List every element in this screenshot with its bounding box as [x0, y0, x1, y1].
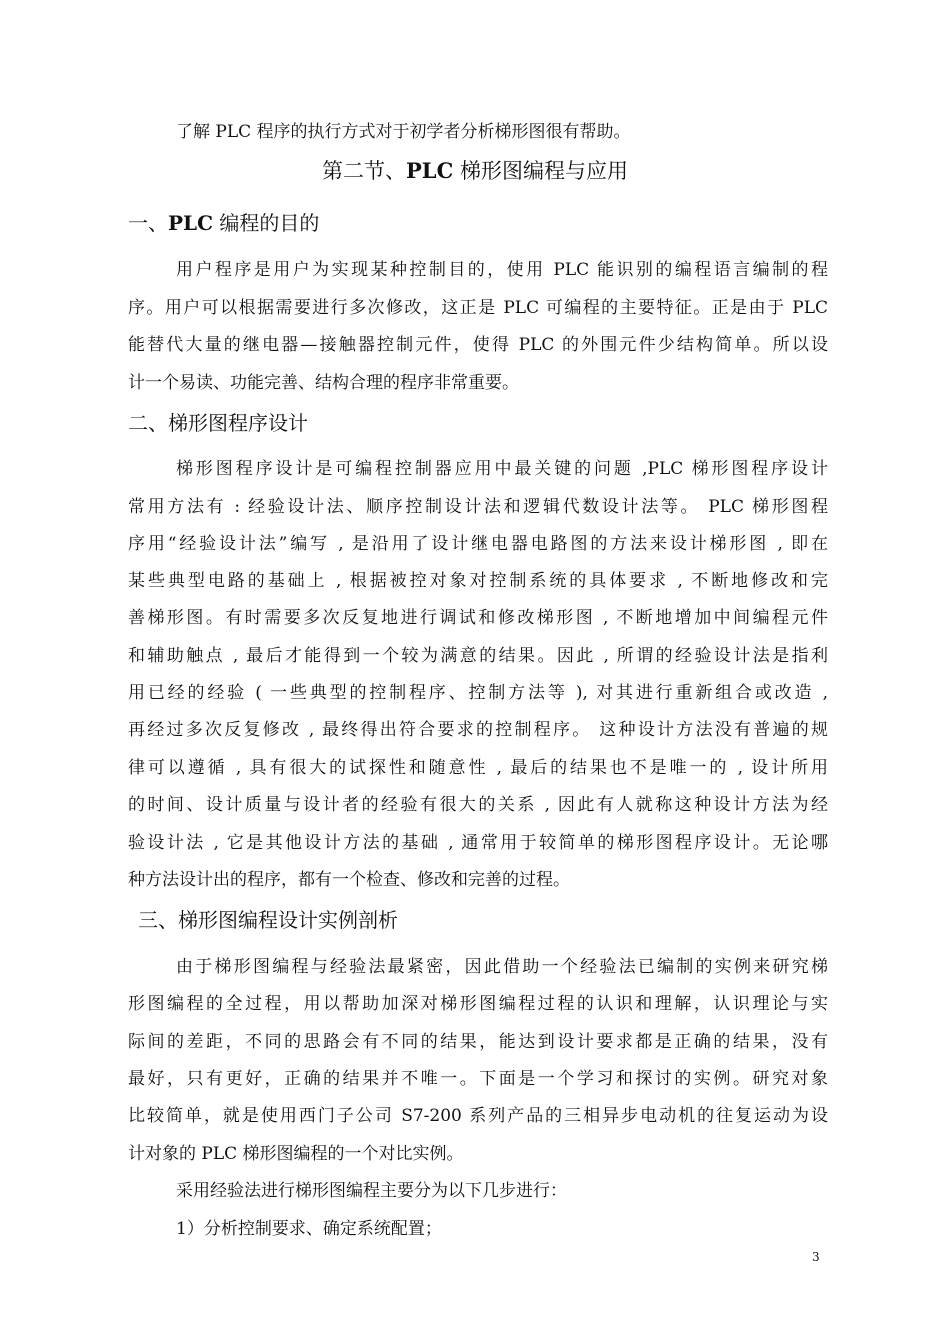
para2-line-2: 常用方法有 : 经验设计法、顺序控制设计法和逻辑代数设计法等。 PLC 梯形图程 [128, 497, 828, 517]
page-number: 3 [812, 1250, 820, 1264]
para3-line-5: 比较简单，就是使用西门子公司 S7-200 系列产品的三相异步电动机的往复运动为设 [128, 1106, 828, 1126]
intro-line: 了解 PLC 程序的执行方式对于初学者分析梯形图很有帮助。 [176, 122, 631, 142]
para2-line-5: 善梯形图。有时需要多次反复地进行调试和修改梯形图 , 不断地增加中间编程元件 [128, 608, 828, 628]
para3-line-2: 形图编程的全过程，用以帮助加深对梯形图编程过程的认识和理解，认识理论与实 [128, 994, 828, 1014]
para2-line-11: 验设计法 , 它是其他设计方法的基础 , 通常用于较简单的梯形图程序设计。无论哪 [128, 833, 828, 853]
para2-line-8: 再经过多次反复修改 , 最终得出符合要求的控制程序。 这种设计方法没有普遍的规 [128, 720, 828, 740]
para2-line-6: 和辅助触点 , 最后才能得到一个较为满意的结果。因此 , 所谓的经验设计法是指利 [128, 646, 828, 666]
heading-case-analysis: 三、梯形图编程设计实例剖析 [138, 908, 398, 932]
para1-line-2: 序。用户可以根据需要进行多次修改，这正是 PLC 可编程的主要特征。正是由于 PLC [128, 298, 828, 318]
step1-line: 1）分析控制要求、确定系统配置； [176, 1219, 442, 1239]
heading-ladder-design: 二、梯形图程序设计 [128, 411, 308, 435]
para3-line-3: 际间的差距，不同的思路会有不同的结果，能达到设计要求都是正确的结果，没有 [128, 1032, 828, 1052]
para2-line-4: 某些典型电路的基础上 , 根据被控对象对控制系统的具体要求 , 不断地修改和完 [128, 571, 828, 591]
para2-line-1: 梯形图程序设计是可编程控制器应用中最关键的问题 ,PLC 梯形图程序设计 [176, 459, 828, 479]
para2-line-10: 的时间、设计质量与设计者的经验有很大的关系 , 因此有人就称这种设计方法为经 [128, 795, 828, 815]
para3-line-4: 最好，只有更好，正确的结果并不唯一。下面是一个学习和探讨的实例。研究对象 [128, 1069, 828, 1089]
para1-line-4: 计一个易读、功能完善、结构合理的程序非常重要。 [128, 373, 519, 393]
para2-line-9: 律可以遵循 , 具有很大的试探性和随意性 , 最后的结果也不是唯一的 , 设计所用 [128, 758, 828, 778]
para2-line-3: 序用“经验设计法”编写 , 是沿用了设计继电器电路图的方法来设计梯形图 , 即在 [128, 534, 828, 554]
heading-plc-programming-purpose: 一、PLC 编程的目的 [128, 211, 320, 235]
para3-line-6: 计对象的 PLC 梯形图编程的一个对比实例。 [128, 1144, 464, 1164]
para2-line-7: 用已经的经验 ( 一些典型的控制程序、控制方法等 ), 对其进行重新组合或改造 , [128, 683, 828, 703]
para4-line: 采用经验法进行梯形图编程主要分为以下几步进行： [176, 1181, 567, 1201]
para1-line-3: 能替代大量的继电器—接触器控制元件，使得 PLC 的外围元件少结构简单。所以设 [128, 335, 828, 355]
para1-line-1: 用户程序是用户为实现某种控制目的，使用 PLC 能识别的编程语言编制的程 [176, 260, 828, 280]
section-title-text: 第二节、PLC 梯形图编程与应用 [322, 158, 628, 183]
para2-line-12: 种方法设计出的程序，都有一个检查、修改和完善的过程。 [128, 870, 570, 890]
section-title [0, 158, 950, 184]
para3-line-1: 由于梯形图编程与经验法最紧密，因此借助一个经验法已编制的实例来研究梯 [176, 957, 828, 977]
